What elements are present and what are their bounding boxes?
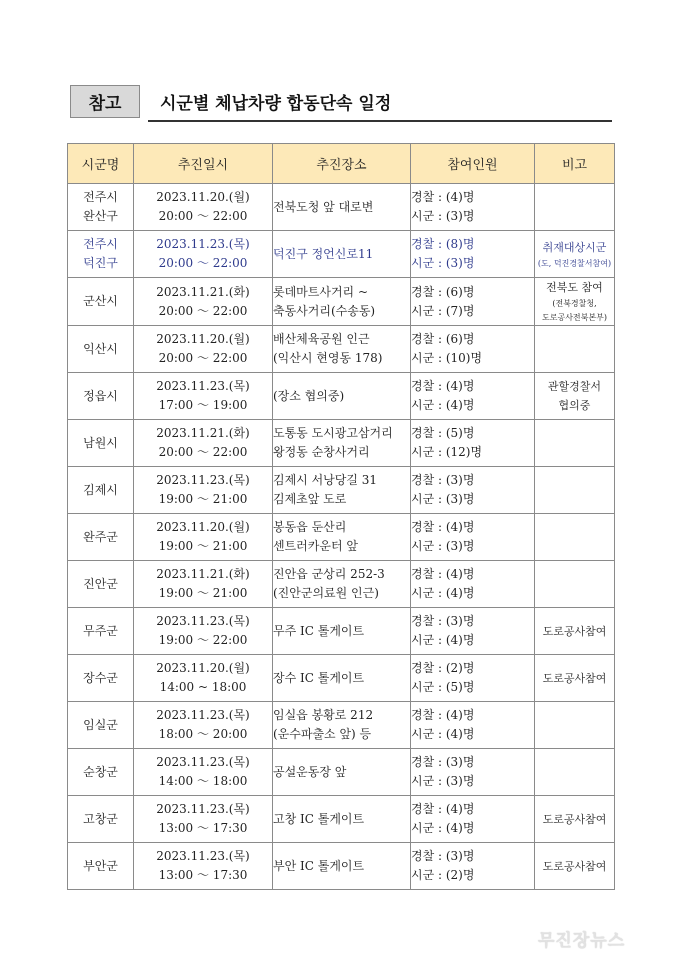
people-line: 시군 : (3)명 xyxy=(411,539,475,553)
date-cell xyxy=(134,702,273,749)
place-cell xyxy=(273,749,411,796)
place-line: (익산시 현영동 178) xyxy=(273,351,383,365)
place-cell xyxy=(273,184,411,231)
date-line: 2023.11.23.(목) xyxy=(156,379,250,393)
city-cell xyxy=(68,608,134,655)
table-row xyxy=(68,373,615,420)
note-cell xyxy=(535,514,615,561)
date-cell xyxy=(134,796,273,843)
date-line: 2023.11.23.(목) xyxy=(156,614,250,628)
table-row xyxy=(68,231,615,278)
table-row xyxy=(68,420,615,467)
note-line: 관할경찰서 xyxy=(547,380,602,393)
date-line: 20:00 ～ 22:00 xyxy=(158,351,248,365)
people-line: 시군 : (2)명 xyxy=(411,868,475,882)
people-line: 시군 : (10)명 xyxy=(411,351,483,365)
note-cell xyxy=(535,184,615,231)
city-cell xyxy=(68,278,134,326)
date-line: 2023.11.23.(목) xyxy=(156,473,250,487)
place-line: 도통동 도시광고삼거리 xyxy=(273,426,393,440)
people-line: 경찰 : (4)명 xyxy=(411,802,475,816)
people-line: 시군 : (4)명 xyxy=(411,821,475,835)
people-cell xyxy=(411,184,535,231)
date-cell xyxy=(134,467,273,514)
note-cell xyxy=(535,326,615,373)
place-line: 무주 IC 톨게이트 xyxy=(273,623,365,638)
people-line: 시군 : (4)명 xyxy=(411,633,475,647)
date-line: 2023.11.20.(월) xyxy=(156,520,250,534)
place-cell xyxy=(273,561,411,608)
city-cell xyxy=(68,326,134,373)
place-cell xyxy=(273,843,411,890)
people-line: 시군 : (4)명 xyxy=(411,586,475,600)
place-line: 왕정동 순창사거리 xyxy=(273,445,370,459)
people-line: 경찰 : (6)명 xyxy=(411,332,475,346)
place-line: 롯데마트사거리 ~ xyxy=(273,284,369,299)
note-line: 도로공사참여 xyxy=(542,859,607,873)
date-line: 2023.11.21.(화) xyxy=(156,284,250,299)
date-line: 2023.11.20.(월) xyxy=(156,661,250,675)
note-cell xyxy=(535,467,615,514)
date-line: 2023.11.21.(화) xyxy=(156,426,250,440)
date-cell xyxy=(134,843,273,890)
date-cell xyxy=(134,655,273,702)
table-row xyxy=(68,326,615,373)
place-line: 김제초앞 도로 xyxy=(273,492,347,506)
date-line: 19:00 ～ 21:00 xyxy=(158,539,248,553)
people-cell xyxy=(411,608,535,655)
city-cell xyxy=(68,702,134,749)
city-line: 부안군 xyxy=(83,858,118,873)
city-line: 완산구 xyxy=(83,209,118,223)
city-cell xyxy=(68,184,134,231)
city-line: 전주시 xyxy=(83,237,118,251)
date-line: 2023.11.20.(월) xyxy=(156,332,250,346)
table-row xyxy=(68,467,615,514)
place-line: 임실읍 봉황로 212 xyxy=(273,708,374,722)
city-cell xyxy=(68,514,134,561)
city-line: 진안군 xyxy=(83,576,118,591)
date-cell xyxy=(134,231,273,278)
place-cell xyxy=(273,326,411,373)
place-cell xyxy=(273,467,411,514)
date-line: 13:00 ～ 17:30 xyxy=(158,868,248,882)
date-cell xyxy=(134,278,273,326)
place-line: 고창 IC 톨게이트 xyxy=(273,811,365,826)
people-cell xyxy=(411,514,535,561)
note-line: 협의중 xyxy=(558,399,591,412)
table-row xyxy=(68,184,615,231)
people-line: 시군 : (3)명 xyxy=(411,256,475,270)
date-cell xyxy=(134,514,273,561)
place-line: 축동사거리(수송동) xyxy=(273,303,376,318)
section-heading xyxy=(70,82,612,122)
place-cell xyxy=(273,608,411,655)
note-line: 전북도 참여 xyxy=(546,281,603,294)
date-cell xyxy=(134,373,273,420)
note-line: 도로공사참여 xyxy=(542,624,607,638)
people-line: 경찰 : (8)명 xyxy=(411,237,475,251)
city-cell xyxy=(68,655,134,702)
date-cell xyxy=(134,608,273,655)
date-line: 18:00 ～ 20:00 xyxy=(158,727,248,741)
column-header-date: 추진일시 xyxy=(134,144,273,184)
table-row xyxy=(68,561,615,608)
city-line: 고창군 xyxy=(83,811,118,826)
note-cell xyxy=(535,278,615,326)
place-line: 공설운동장 앞 xyxy=(273,764,347,779)
city-line: 남원시 xyxy=(83,435,118,450)
date-line: 20:00 ～ 22:00 xyxy=(158,303,248,318)
table-row xyxy=(68,608,615,655)
place-line: (운수파출소 앞) 등 xyxy=(273,727,372,741)
people-line: 시군 : (3)명 xyxy=(411,209,475,223)
people-cell xyxy=(411,749,535,796)
date-line: 14:00 ~ 18:00 xyxy=(159,680,247,694)
table-row xyxy=(68,514,615,561)
note-cell xyxy=(535,702,615,749)
table-row xyxy=(68,655,615,702)
people-line: 경찰 : (4)명 xyxy=(411,567,475,581)
table-row xyxy=(68,702,615,749)
people-line: 경찰 : (3)명 xyxy=(411,614,475,628)
date-cell xyxy=(134,749,273,796)
note-line: (전북경찰청, xyxy=(552,299,597,308)
place-cell xyxy=(273,514,411,561)
people-line: 경찰 : (5)명 xyxy=(411,426,475,440)
people-cell xyxy=(411,561,535,608)
date-line: 2023.11.23.(목) xyxy=(156,755,250,769)
people-line: 시군 : (3)명 xyxy=(411,492,475,506)
note-cell xyxy=(535,655,615,702)
date-line: 2023.11.21.(화) xyxy=(156,567,250,581)
date-line: 13:00 ～ 17:30 xyxy=(158,821,248,835)
place-cell xyxy=(273,373,411,420)
people-cell xyxy=(411,796,535,843)
city-line: 무주군 xyxy=(83,623,118,638)
place-cell xyxy=(273,278,411,326)
note-cell xyxy=(535,608,615,655)
note-line: 도로공사참여 xyxy=(542,671,607,685)
city-line: 순창군 xyxy=(83,764,118,779)
note-cell xyxy=(535,420,615,467)
reference-badge: 참고 xyxy=(70,85,140,118)
place-line: 센트러카운터 앞 xyxy=(273,539,358,553)
column-header-note: 비고 xyxy=(535,144,615,184)
place-line: (진안군의료원 인근) xyxy=(273,586,379,600)
people-line: 경찰 : (3)명 xyxy=(411,755,475,769)
people-cell xyxy=(411,326,535,373)
place-cell xyxy=(273,231,411,278)
people-cell xyxy=(411,231,535,278)
people-line: 시군 : (3)명 xyxy=(411,774,475,788)
note-line: 취재대상시군 xyxy=(542,240,607,254)
people-line: 경찰 : (4)명 xyxy=(411,708,475,722)
table-row xyxy=(68,796,615,843)
title-underline xyxy=(148,120,612,122)
page-title: 시군별 체납차량 합동단속 일정 xyxy=(160,94,392,114)
city-line: 익산시 xyxy=(83,341,118,356)
date-line: 20:00 ～ 22:00 xyxy=(158,256,248,270)
table-row xyxy=(68,843,615,890)
city-cell xyxy=(68,373,134,420)
note-line: (도, 덕진경찰서참여) xyxy=(537,258,612,268)
column-header-people: 참여인원 xyxy=(411,144,535,184)
people-line: 경찰 : (4)명 xyxy=(411,520,475,534)
date-cell xyxy=(134,184,273,231)
city-cell xyxy=(68,231,134,278)
place-cell xyxy=(273,420,411,467)
place-line: 덕진구 정언신로11 xyxy=(273,246,374,261)
city-line: 완주군 xyxy=(83,529,118,544)
schedule-table xyxy=(67,143,615,890)
city-line: 김제시 xyxy=(83,482,118,497)
table-row xyxy=(68,278,615,326)
note-line: 도로공사참여 xyxy=(542,812,607,826)
people-cell xyxy=(411,373,535,420)
place-cell xyxy=(273,702,411,749)
city-cell xyxy=(68,420,134,467)
people-line: 경찰 : (2)명 xyxy=(411,661,475,675)
date-cell xyxy=(134,561,273,608)
date-line: 17:00 ～ 19:00 xyxy=(158,398,248,412)
date-line: 20:00 ～ 22:00 xyxy=(158,209,248,223)
note-cell xyxy=(535,843,615,890)
place-line: 장수 IC 톨게이트 xyxy=(273,670,365,685)
people-line: 경찰 : (4)명 xyxy=(411,190,475,204)
people-line: 시군 : (4)명 xyxy=(411,727,475,741)
people-line: 시군 : (4)명 xyxy=(411,398,475,412)
place-line: (장소 협의중) xyxy=(273,388,345,403)
date-cell xyxy=(134,326,273,373)
place-line: 진안읍 군상리 252-3 xyxy=(273,567,385,581)
place-line: 부안 IC 톨게이트 xyxy=(273,858,365,873)
column-header-place: 추진장소 xyxy=(273,144,411,184)
date-line: 19:00 ～ 22:00 xyxy=(158,633,248,647)
note-cell xyxy=(535,796,615,843)
city-cell xyxy=(68,796,134,843)
city-line: 덕진구 xyxy=(83,256,118,270)
column-header-city: 시군명 xyxy=(68,144,134,184)
date-line: 19:00 ～ 21:00 xyxy=(158,586,248,600)
city-cell xyxy=(68,467,134,514)
people-cell xyxy=(411,420,535,467)
people-line: 경찰 : (4)명 xyxy=(411,379,475,393)
date-line: 2023.11.23.(목) xyxy=(156,802,250,816)
people-line: 시군 : (5)명 xyxy=(411,680,475,694)
place-line: 전북도청 앞 대로변 xyxy=(273,199,374,214)
people-line: 경찰 : (6)명 xyxy=(411,284,475,299)
people-line: 시군 : (7)명 xyxy=(411,303,475,318)
date-line: 19:00 ～ 21:00 xyxy=(158,492,248,506)
people-cell xyxy=(411,843,535,890)
city-cell xyxy=(68,561,134,608)
city-cell xyxy=(68,843,134,890)
news-logo-watermark: 무진장뉴스 xyxy=(538,931,626,951)
people-cell xyxy=(411,702,535,749)
table-header-row xyxy=(68,144,615,184)
people-cell xyxy=(411,278,535,326)
note-line: 도로공사전북본부) xyxy=(542,313,607,322)
city-line: 정읍시 xyxy=(83,388,118,403)
place-line: 봉동읍 둔산리 xyxy=(273,520,347,534)
people-line: 경찰 : (3)명 xyxy=(411,473,475,487)
place-line: 배산체육공원 인근 xyxy=(273,332,370,346)
city-line: 전주시 xyxy=(83,190,118,204)
place-line: 김제시 서낭당길 31 xyxy=(273,473,378,487)
city-line: 임실군 xyxy=(83,717,118,732)
city-cell xyxy=(68,749,134,796)
city-line: 장수군 xyxy=(83,670,118,685)
date-line: 2023.11.23.(목) xyxy=(156,708,250,722)
date-line: 2023.11.23.(목) xyxy=(156,237,250,251)
date-line: 20:00 ～ 22:00 xyxy=(158,445,248,459)
place-cell xyxy=(273,655,411,702)
place-cell xyxy=(273,796,411,843)
note-cell xyxy=(535,561,615,608)
people-line: 시군 : (12)명 xyxy=(411,445,483,459)
note-cell xyxy=(535,373,615,420)
date-line: 2023.11.23.(목) xyxy=(156,849,250,863)
date-line: 14:00 ～ 18:00 xyxy=(158,774,248,788)
city-line: 군산시 xyxy=(83,294,118,308)
date-line: 2023.11.20.(월) xyxy=(156,190,250,204)
people-cell xyxy=(411,655,535,702)
date-cell xyxy=(134,420,273,467)
note-cell xyxy=(535,231,615,278)
note-cell xyxy=(535,749,615,796)
table-row xyxy=(68,749,615,796)
people-line: 경찰 : (3)명 xyxy=(411,849,475,863)
people-cell xyxy=(411,467,535,514)
